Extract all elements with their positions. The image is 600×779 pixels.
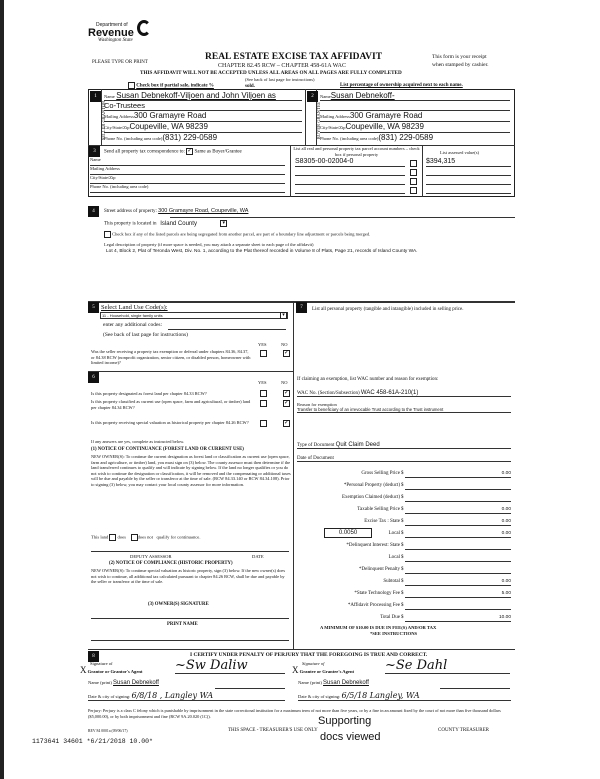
section-number: 2 — [307, 91, 318, 102]
tax-row-value[interactable]: 0.00 — [405, 471, 511, 478]
tax-row-label: *Delinquent Interest: State — [346, 543, 400, 548]
legal-description[interactable]: Lot 4, Block 2, Plat of Teronda West, Div. No. 1, according to the Plat thereof recorded in Volume 8 of Plats, Page 21, records of Island County WA. — [106, 249, 418, 254]
treasurer-space: THIS SPACE - TREASURER'S USE ONLY — [228, 728, 318, 733]
forest-yes-checkbox[interactable] — [260, 390, 267, 397]
tax-row-label: Subtotal — [383, 579, 400, 584]
receipt-note: when stamped by cashier. — [432, 62, 489, 68]
seller-address-value: 300 Gramayre Road — [133, 111, 207, 120]
logo — [88, 22, 134, 43]
seller-phone-field[interactable] — [104, 133, 302, 144]
currency: $ — [401, 531, 404, 536]
partial-sale-checkbox[interactable] — [128, 82, 135, 89]
section-number: 3 — [89, 146, 100, 157]
historic-no-checkbox[interactable]: ✓ — [284, 420, 290, 426]
parcel-field[interactable] — [295, 158, 405, 167]
continuance-choice — [91, 534, 200, 541]
currency: $ — [401, 519, 404, 524]
label: Send all property tax correspondence to: — [104, 149, 185, 155]
grantor-date-field[interactable] — [88, 691, 285, 701]
tax-row-value[interactable]: 10.00 — [405, 615, 511, 622]
current-use-question: Is this property classified as current use (open space, farm and agricultural, or timber) land per chapter 84.34 RCW? — [91, 399, 251, 410]
deputy-assessor-label: DEPUTY ASSESSOR — [130, 554, 172, 559]
tax-row-value[interactable] — [405, 483, 511, 490]
see-back: (See back of last page for instructions) — [103, 332, 188, 338]
currency: $ — [401, 471, 404, 476]
tax-row-label: Exemption Claimed (deduct) — [341, 495, 400, 500]
doc-type-value: Quit Claim Deed — [335, 442, 380, 448]
label: City/State/Zip — [104, 125, 130, 130]
label: Grantor or Grantor's Agent — [87, 669, 143, 674]
grantor-signature[interactable]: ~Sw Daliw — [175, 658, 285, 674]
corr-phone-field[interactable] — [90, 184, 285, 193]
currency: $ — [401, 579, 404, 584]
tax-row-label: *Affidavit Processing Fee — [347, 603, 400, 608]
grantee-name-value: Susan Debnekoff — [323, 680, 369, 686]
label: Same as Buyer/Grantee — [194, 149, 242, 155]
corr-city-field[interactable] — [90, 175, 285, 184]
land-use-value: 11 - Household, single family units — [102, 313, 163, 318]
tax-row-value[interactable]: 0.00 — [405, 531, 511, 538]
corr-name-field[interactable] — [90, 157, 285, 166]
exemption-yes-checkbox[interactable] — [260, 350, 267, 357]
label: Name — [104, 94, 115, 99]
label: Name (print) — [88, 680, 112, 685]
additional-codes-label: enter any additional codes: — [103, 322, 163, 328]
currency: $ — [401, 603, 404, 608]
label: Street address of property: — [104, 209, 157, 214]
parcel-value: S8305-00-02004-0 — [295, 158, 354, 165]
tax-row-label: Taxable Selling Price — [357, 507, 400, 512]
tax-row-value[interactable]: 5.00 — [405, 591, 511, 598]
label: Date & city of signing: — [88, 694, 131, 699]
county-select[interactable] — [104, 220, 227, 227]
ownership-note: List percentage of ownership acquired next to each name. — [340, 83, 463, 88]
partial-sale[interactable] — [128, 82, 214, 89]
reason-value[interactable]: Transfer to beneficiary of an irrevocable Trust according to the Trust instrument — [297, 407, 511, 413]
tax-row-value[interactable] — [405, 555, 511, 562]
currency: $ — [401, 591, 404, 596]
tax-row-value[interactable]: 0.00 — [405, 507, 511, 514]
tax-row-value[interactable] — [405, 567, 511, 574]
label: Type of Document — [297, 443, 335, 448]
doc-type-field[interactable] — [297, 442, 511, 449]
notice1-title: (1) NOTICE OF CONTINUANCE (FOREST LAND OR CURRENT USE) — [91, 447, 244, 452]
label: Date & city of signing: — [298, 694, 341, 699]
historic-yes-checkbox[interactable] — [260, 420, 267, 427]
label: City/State/Zip — [90, 175, 116, 180]
street-value: 300 Gramayre Road, Coupeville, WA — [158, 208, 249, 214]
minimum-note: A MINIMUM OF $10.00 IS DUE IN FEE(S) AND/OR TAX — [320, 625, 437, 630]
logo-line: Washington State — [98, 38, 133, 43]
currency: $ — [401, 567, 404, 572]
street-field[interactable] — [104, 208, 248, 214]
parcel-header: List all real and personal property tax parcel account numbers – check box if personal property — [293, 146, 420, 157]
logo-swirl-icon — [137, 20, 151, 36]
corr-address-field[interactable] — [90, 166, 285, 175]
tax-row-label: *Personal Property (deduct) — [343, 483, 400, 488]
grantor-signature-label: Signature of X Grantor or Grantor's Agent — [80, 661, 143, 675]
grantee-date-value: 6/5/18 Langley, WA — [341, 691, 420, 700]
grantee-signature-label: Signature of X Grantee or Grantee's Agent — [292, 661, 355, 675]
assessed-field[interactable] — [426, 158, 511, 167]
buyer-address-value: 300 Gramayre Road — [349, 111, 423, 120]
seller-address-field[interactable] — [104, 111, 302, 122]
seller-name-field[interactable] — [104, 91, 302, 101]
wac-field[interactable] — [297, 390, 511, 397]
stamp-supporting: Supporting — [318, 715, 372, 727]
historic-question: Is this property receiving special valuation as historical property per chapter 84.26 RCW? — [91, 420, 249, 425]
label: Phone No. (including area code) — [90, 184, 149, 189]
label: This property is located in — [104, 221, 157, 227]
forest-no-checkbox[interactable]: ✓ — [284, 390, 290, 396]
tax-row-label: Gross Selling Price — [361, 471, 400, 476]
county-value: Island County — [160, 220, 197, 227]
personal-property-checkbox[interactable] — [410, 187, 417, 194]
buyer-phone-field[interactable] — [320, 133, 510, 144]
buyer-city-field[interactable] — [320, 122, 510, 133]
label: WAC No. (Section/Subsection) — [297, 391, 360, 396]
see-instructions: *SEE INSTRUCTIONS — [370, 631, 418, 636]
certify-statement: I CERTIFY UNDER PENALTY OF PERJURY THAT THE FOREGOING IS TRUE AND CORRECT. — [190, 652, 428, 658]
no-header: NO — [281, 342, 288, 347]
section-number: 8 — [88, 651, 99, 662]
buyer-side-label: BUYER GRANTEE — [316, 101, 322, 140]
currency: $ — [401, 615, 404, 620]
section-number: 6 — [88, 372, 99, 383]
grantee-name-field[interactable] — [298, 680, 369, 686]
form-title: REAL ESTATE EXCISE TAX AFFIDAVIT — [205, 52, 383, 62]
buyer-city-value: Coupeville, WA 98239 — [345, 122, 424, 131]
reason-label: Reason for exemption — [297, 402, 337, 407]
currency: $ — [401, 483, 404, 488]
label: Name (print) — [298, 680, 322, 685]
print-name-label: PRINT NAME — [167, 622, 198, 627]
label: Name — [320, 94, 331, 99]
notice2-text: NEW OWNER(S): To continue special valuation as historic property, sign (3) below. If the new owner(s) does not wish to continue, all additional tax calculated pursuant to chapter 84.26 RCW, shall be due and payable by the seller or transferor at the time of sale. — [91, 568, 286, 585]
exemption-question: Was the seller receiving a property tax exemption or deferral under chapters 84.36, 84.37, or 84.38 RCW (nonprofit organization, senior citizen, or disabled person, homeowner with limited income)? — [91, 349, 251, 365]
warning: THIS AFFIDAVIT WILL NOT BE ACCEPTED UNLESS ALL AREAS ON ALL PAGES ARE FULLY COMPLETED — [140, 70, 402, 76]
receipt-note: This form is your receipt — [432, 54, 487, 60]
personal-property-checkbox[interactable] — [410, 160, 417, 167]
stamp-docs-viewed: docs viewed — [320, 731, 381, 743]
section-number: 5 — [88, 302, 99, 313]
tax-row-label: *Delinquent Penalty — [359, 567, 400, 572]
seller-phone-value: (831) 229-0589 — [162, 133, 218, 142]
land-use-title: Select Land Use Code(s): — [101, 304, 168, 311]
tax-row-value[interactable] — [405, 543, 511, 550]
wac-value: WAC 458-61A-210(1) — [360, 390, 419, 396]
date-label: DATE — [252, 554, 264, 559]
label: Date of Document — [297, 456, 334, 461]
label: Name — [90, 157, 101, 162]
currency: $ — [401, 507, 404, 512]
send-correspondence — [104, 148, 242, 155]
revision-label: REV 84 0001a (09/06/17) — [88, 729, 128, 733]
seller-name-value: Susan Debnekoff-Viljoen and John Viljoen as — [116, 91, 276, 100]
buyer-phone-value: (831) 229-0589 — [378, 133, 434, 142]
personal-property-label: List all personal property (tangible and intangible) included in selling price. — [312, 307, 464, 312]
see-back: (See back of last page for instructions) — [245, 77, 315, 82]
chapter: CHAPTER 82.45 RCW – CHAPTER 458-61A WAC — [218, 63, 346, 69]
yes-header: YES — [258, 380, 267, 385]
does-checkbox[interactable] — [109, 534, 116, 541]
seller-name2-field[interactable] — [104, 101, 302, 111]
perjury-notice: Perjury: Perjury is a class C felony which is punishable by imprisonment in the state correctional institution for a maximum term of not more than five years, or by a fine in an amount fixed by the court of not more than five thousand dollars ($5,000.00), or by both imprisonment and fine (RCW 9A.20.020 (1C)). — [88, 708, 501, 719]
label: Signature of — [90, 661, 113, 666]
label: Signature of — [302, 661, 325, 666]
same-as-buyer-checkbox[interactable]: ✓ — [187, 148, 193, 154]
buyer-address-field[interactable] — [320, 111, 510, 122]
tax-row-value[interactable] — [405, 603, 511, 610]
tax-row-value[interactable] — [405, 495, 511, 502]
label: Mailing Address — [320, 114, 350, 119]
logo-line: Revenue — [88, 27, 134, 39]
tax-row-label: Total Due — [380, 615, 400, 620]
assessed-value: $394,315 — [426, 158, 456, 165]
label: This land — [91, 534, 109, 540]
label: Grantee or Grantee's Agent — [299, 669, 355, 674]
logo-line: Department of — [96, 22, 128, 28]
no-header: NO — [281, 380, 288, 385]
partial-sale-label: Check box if partial sale, indicate % — [136, 83, 214, 89]
currency: $ — [401, 495, 404, 500]
current-use-yes-checkbox[interactable] — [260, 400, 267, 407]
personal-property-checkbox[interactable] — [410, 178, 417, 185]
grantor-name-field[interactable] — [88, 680, 159, 686]
segregated-checkbox[interactable] — [104, 231, 111, 238]
label: Phone No. (including area code) — [104, 136, 163, 141]
seller-side-label: SELLER GRANTOR — [101, 100, 107, 141]
currency: $ — [401, 543, 404, 548]
tax-row-value[interactable]: 0.00 — [405, 519, 511, 526]
currency: $ — [401, 555, 404, 560]
section-number: 1 — [90, 91, 101, 102]
page-left-edge — [0, 0, 4, 779]
buyer-name-value: Susan Debnekoff- — [330, 91, 395, 100]
dropdown-arrow-icon[interactable]: ▾ — [220, 220, 227, 227]
grantor-name-value: Susan Debnekoff — [113, 680, 159, 686]
local-rate-value: 0.0050 — [338, 530, 358, 536]
if-yes-note: If any answers are yes, complete as instructed below. — [91, 439, 185, 444]
exemption-header: If claiming an exemption, list WAC number and reason for exemption: — [297, 377, 439, 382]
segregated — [104, 231, 370, 238]
does-not-checkbox[interactable] — [131, 534, 138, 541]
tax-row-label: Local — [388, 555, 400, 560]
notice2-title: (2) NOTICE OF COMPLIANCE (HISTORIC PROPERTY) — [109, 561, 233, 566]
seller-city-value: Coupeville, WA 98239 — [129, 122, 208, 131]
sold-label: sold. — [245, 84, 255, 89]
legal-label: Legal description of property (if more space is needed, you may attach a separate sheet to each page of the affidavit) — [104, 242, 314, 247]
section-number: 4 — [88, 206, 99, 217]
label: Phone No. (including area code) — [320, 136, 379, 141]
grantee-date-field[interactable] — [298, 691, 511, 701]
receipt-stamp: 1173641 34601 *6/21/2018 10.00* — [32, 738, 153, 745]
land-use-select[interactable] — [100, 312, 288, 319]
label: Check box if any of the listed parcels are being segregated from another parcel, are part of a boundary line adjustment or parcels being merged. — [112, 231, 371, 237]
county-treasurer: COUNTY TREASURER — [438, 728, 489, 733]
tax-row-label: Local — [388, 531, 400, 536]
notice1-text: NEW OWNER(S): To continue the current designation as forest land or classification as current use (open space, farm and agriculture, or timber) land, you must sign on (3) below. The county assessor must then determine if the land transferred continues to qualify and will indicate by signing below. If the land no longer qualifies or you do not wish to continue the designation or classification, it will be removed and the compensating or additional taxes will be due and payable by the seller or transferor at the time of sale. (RCW 84.33.140 or RCW 84.34.108). Prior to signing (3) below, you may contact your local county assessor for more information. — [91, 454, 291, 487]
label: City/State/Zip — [320, 125, 346, 130]
current-use-no-checkbox[interactable]: ✓ — [284, 400, 290, 406]
dropdown-arrow-icon[interactable]: ▾ — [280, 312, 287, 319]
local-rate-box[interactable] — [324, 528, 372, 538]
grantee-signature[interactable]: ~Se Dahl — [385, 658, 510, 674]
yes-header: YES — [258, 342, 267, 347]
tax-row-label: *State Technology Fee — [354, 591, 400, 596]
exemption-no-checkbox[interactable]: ✓ — [284, 350, 290, 356]
label: qualify for continuance. — [156, 534, 201, 540]
label: does — [117, 534, 126, 540]
label: Mailing Address — [90, 166, 120, 171]
tax-row-value[interactable]: 0.00 — [405, 579, 511, 586]
label: Mailing Address — [104, 114, 134, 119]
grantor-date-value: 6/8/18 , Langley WA — [131, 691, 214, 700]
tax-row-label: Excise Tax : State — [364, 519, 400, 524]
buyer-name-field[interactable] — [320, 91, 510, 101]
label: does not — [137, 534, 154, 540]
doc-date-field[interactable] — [297, 456, 511, 462]
section-number: 7 — [296, 302, 307, 313]
owner-signature-label: (3) OWNER(S) SIGNATURE — [148, 602, 209, 607]
assessed-header: List assessed value(s) — [440, 150, 479, 155]
seller-name2-value: Co-Trustees — [104, 101, 145, 110]
seller-city-field[interactable] — [104, 122, 302, 133]
please-type: PLEASE TYPE OR PRINT — [92, 60, 148, 65]
forest-question: Is this property designated as forest land per chapter 84.33 RCW? — [91, 391, 207, 396]
personal-property-checkbox[interactable] — [410, 169, 417, 176]
